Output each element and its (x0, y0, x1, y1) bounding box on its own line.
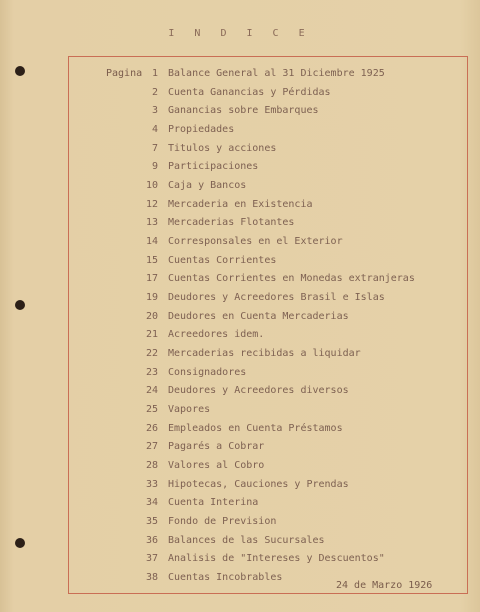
entry-title: Valores al Cobro (168, 460, 265, 471)
entry-page-number: 20 (145, 310, 158, 322)
index-entry (0, 553, 480, 565)
entry-title: Ganancias sobre Embarques (168, 105, 319, 117)
entry-title: Deudores y Acreedores diversos (168, 385, 349, 397)
index-entry (0, 124, 480, 136)
index-entry (0, 292, 480, 304)
index-entry (0, 143, 480, 155)
entry-page-number: 36 (145, 534, 158, 546)
entry-page-number: 7 (151, 142, 158, 154)
index-entry (0, 236, 480, 248)
entry-page-number: 12 (145, 198, 158, 210)
entry-page-number: 4 (151, 124, 158, 135)
index-entry (0, 441, 480, 453)
entry-title: Balance General al 31 Diciembre 1925 (168, 68, 385, 79)
entry-title: Pagarés a Cobrar (168, 441, 265, 453)
index-entry (0, 423, 480, 435)
entry-page-number: 3 (151, 105, 158, 117)
entry-title: Titulos y acciones (168, 142, 277, 154)
entry-page-number: 9 (151, 161, 158, 173)
entry-title: Hipotecas, Cauciones y Prendas (168, 478, 349, 490)
index-entry (0, 217, 480, 229)
entry-title: Cuentas Corrientes (168, 254, 277, 266)
index-entry (0, 87, 480, 99)
index-entry (0, 255, 480, 267)
index-entry (0, 311, 480, 323)
entry-page-number: 38 (145, 572, 158, 583)
index-entry (0, 273, 480, 285)
entry-title: Consignadores (168, 366, 247, 378)
entry-page-number: 2 (151, 86, 158, 98)
index-entry (0, 180, 480, 192)
index-entry (0, 404, 480, 416)
entry-page-number: 23 (145, 366, 158, 378)
index-entry (0, 329, 480, 341)
entry-page-number: 35 (145, 516, 158, 527)
document-date: 24 de Marzo 1926 (336, 580, 433, 591)
entry-title: Vapores (168, 404, 211, 415)
entry-title: Mercaderias Flotantes (168, 217, 295, 229)
index-entry (0, 460, 480, 472)
page-title: I N D I C E (168, 28, 312, 39)
entry-page-number: 26 (145, 422, 158, 434)
entry-title: Deudores y Acreedores Brasil e Islas (168, 292, 385, 303)
entry-title: Propiedades (168, 124, 235, 135)
entry-title: Acreedores idem. (168, 329, 265, 341)
index-entry (0, 68, 480, 80)
entry-page-number: 33 (145, 478, 158, 490)
index-entry (0, 105, 480, 117)
entry-page-number: 19 (145, 292, 158, 303)
index-entry (0, 161, 480, 173)
entry-page-number: 34 (145, 497, 158, 509)
entry-page-number: 28 (145, 460, 158, 471)
entry-title: Balances de las Sucursales (168, 534, 325, 546)
entry-page-number: 37 (145, 553, 158, 565)
entry-page-number: 22 (145, 348, 158, 359)
entry-title: Cuentas Incobrables (168, 572, 283, 583)
entry-page-number: 17 (145, 273, 158, 285)
entry-title: Analisis de "Intereses y Descuentos" (168, 553, 385, 565)
entry-page-number: 21 (145, 329, 158, 341)
index-entry (0, 385, 480, 397)
entry-title: Mercaderia en Existencia (168, 198, 313, 210)
index-entry (0, 535, 480, 547)
entry-title: Corresponsales en el Exterior (168, 236, 343, 247)
entry-title: Empleados en Cuenta Préstamos (168, 422, 343, 434)
entry-title: Deudores en Cuenta Mercaderias (168, 310, 349, 322)
entry-page-number: 13 (145, 217, 158, 229)
entry-title: Mercaderias recibidas a liquidar (168, 348, 361, 359)
entry-title: Cuentas Corrientes en Monedas extranjeras (168, 273, 415, 285)
index-entry (0, 348, 480, 360)
entry-page-number: 1 (151, 68, 158, 79)
index-entry (0, 516, 480, 528)
index-entry (0, 479, 480, 491)
entry-page-number: 27 (145, 441, 158, 453)
entry-title: Caja y Bancos (168, 180, 247, 191)
index-entry (0, 199, 480, 211)
entry-title: Fondo de Prevision (168, 516, 277, 527)
red-border-frame (68, 56, 468, 594)
index-entry (0, 367, 480, 379)
column-label-pagina: Pagina (106, 68, 143, 79)
entry-title: Cuenta Interina (168, 497, 259, 509)
entry-title: Participaciones (168, 161, 259, 173)
entry-page-number: 25 (145, 404, 158, 415)
entry-page-number: 24 (145, 385, 158, 397)
entry-title: Cuenta Ganancias y Pérdidas (168, 86, 331, 98)
entry-page-number: 14 (145, 236, 158, 247)
entry-page-number: 10 (145, 180, 158, 191)
index-entry (0, 497, 480, 509)
entry-page-number: 15 (145, 254, 158, 266)
